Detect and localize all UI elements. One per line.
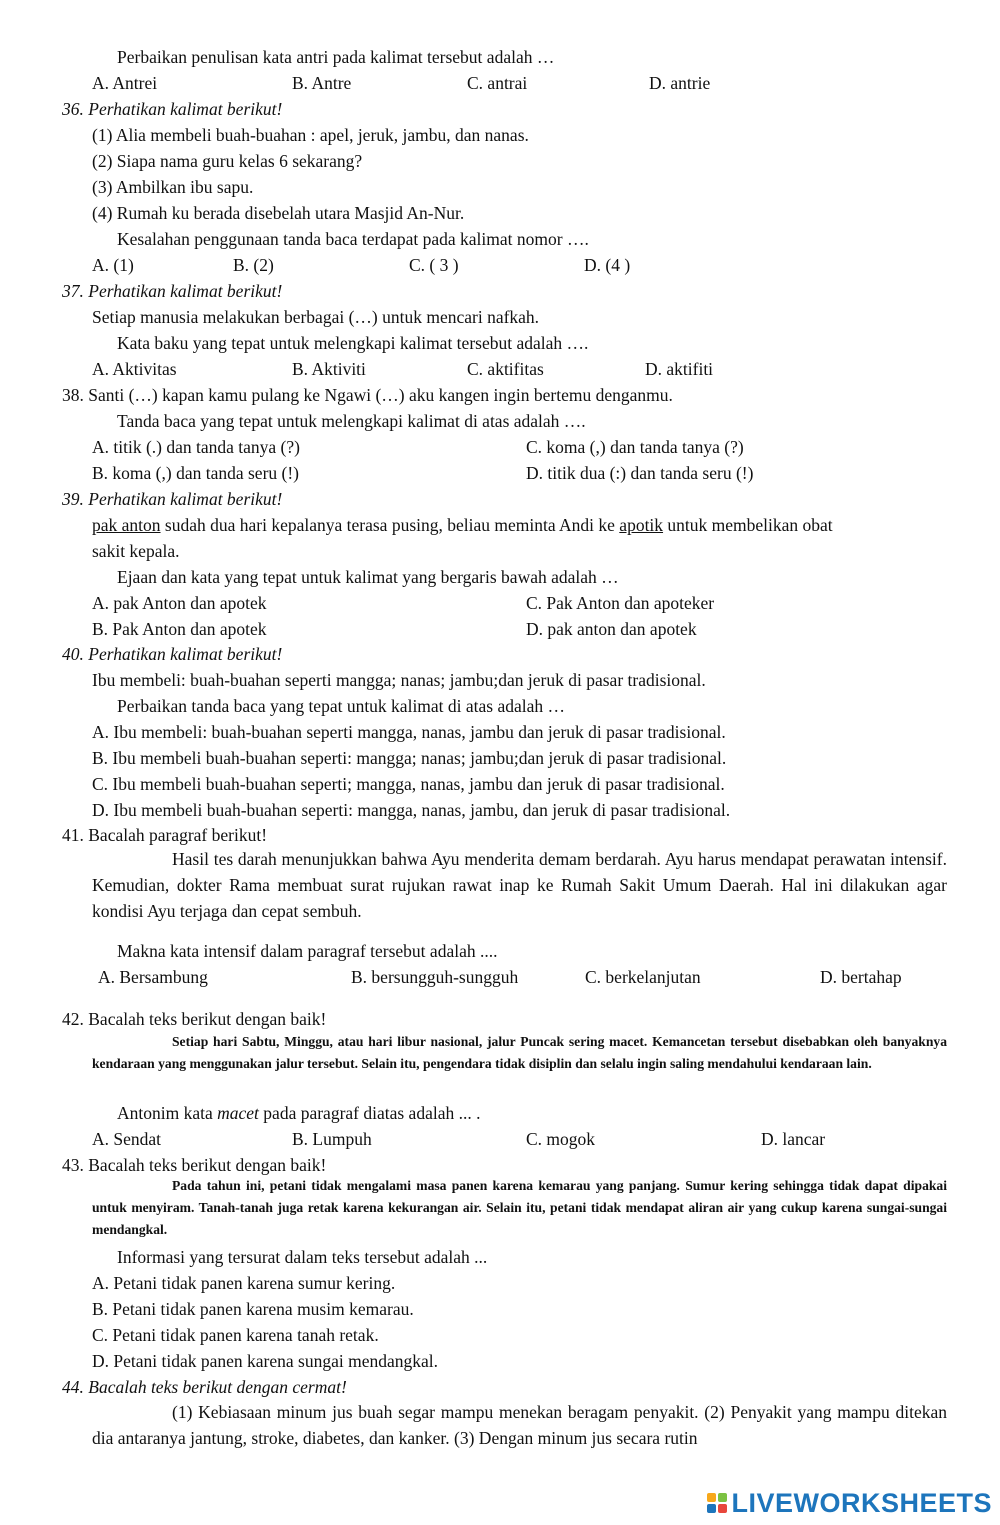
q40-option-b[interactable]: B. Ibu membeli buah-buahan seperti: mangga; nanas; jambu;dan jeruk di pasar tradisional. — [92, 748, 727, 768]
q41-option-c[interactable]: C. berkelanjutan — [585, 967, 701, 987]
q37-sentence: Setiap manusia melakukan berbagai (…) untuk mencari nafkah. — [92, 307, 540, 327]
q42-option-b[interactable]: B. Lumpuh — [292, 1129, 372, 1149]
q37-title: 37. Perhatikan kalimat berikut! — [62, 281, 283, 301]
q37-option-a[interactable]: A. Aktivitas — [92, 359, 177, 379]
q42-stem-keyword: macet — [217, 1103, 259, 1123]
logo-square-icon — [707, 1504, 716, 1513]
q39-option-a[interactable]: A. pak Anton dan apotek — [92, 593, 267, 613]
q35-option-a[interactable]: A. Antrei — [92, 73, 158, 93]
q43-option-a[interactable]: A. Petani tidak panen karena sumur kering. — [92, 1273, 396, 1293]
q39-stem: Ejaan dan kata yang tepat untuk kalimat yang bergaris bawah adalah … — [117, 567, 619, 587]
q35-option-d[interactable]: D. antrie — [649, 73, 711, 93]
q42-option-c[interactable]: C. mogok — [526, 1129, 596, 1149]
q39-option-c[interactable]: C. Pak Anton dan apoteker — [526, 593, 715, 613]
q35-option-b[interactable]: B. Antre — [292, 73, 352, 93]
q39-underlined-place: apotik — [619, 515, 664, 535]
q36-sentence-1: (1) Alia membeli buah-buahan : apel, jeruk, jambu, dan nanas. — [92, 125, 529, 145]
q42-stem — [117, 1102, 480, 1124]
q38-option-c[interactable]: C. koma (,) dan tanda tanya (?) — [526, 437, 744, 457]
q43-option-b[interactable]: B. Petani tidak panen karena musim kemarau. — [92, 1299, 414, 1319]
q41-title: 41. Bacalah paragraf berikut! — [62, 825, 268, 845]
logo-square-icon — [707, 1493, 716, 1502]
q43-option-c[interactable]: C. Petani tidak panen karena tanah retak. — [92, 1325, 379, 1345]
q35-option-c[interactable]: C. antrai — [467, 73, 528, 93]
q42-stem-after: pada paragraf diatas adalah ... . — [258, 1103, 481, 1123]
q37-option-d[interactable]: D. aktifiti — [645, 359, 714, 379]
q36-option-c[interactable]: C. ( 3 ) — [409, 255, 459, 275]
q41-stem: Makna kata intensif dalam paragraf tersebut adalah .... — [117, 941, 498, 961]
q37-option-b[interactable]: B. Aktiviti — [292, 359, 366, 379]
q39-option-b[interactable]: B. Pak Anton dan apotek — [92, 619, 267, 639]
q41-option-a[interactable]: A. Bersambung — [98, 967, 208, 987]
q40-stem: Perbaikan tanda baca yang tepat untuk kalimat di atas adalah … — [117, 696, 566, 716]
q36-title: 36. Perhatikan kalimat berikut! — [62, 99, 283, 119]
q42-option-a[interactable]: A. Sendat — [92, 1129, 162, 1149]
q37-option-c[interactable]: C. aktifitas — [467, 359, 544, 379]
q40-option-a[interactable]: A. Ibu membeli: buah-buahan seperti mangga, nanas, jambu dan jeruk di pasar tradisional. — [92, 722, 726, 742]
q36-option-b[interactable]: B. (2) — [233, 255, 274, 275]
q43-stem: Informasi yang tersurat dalam teks tersebut adalah ... — [117, 1247, 488, 1267]
q39-text-middle: sudah dua hari kepalanya terasa pusing, beliau meminta Andi ke — [160, 515, 620, 535]
q38-title: 38. Santi (…) kapan kamu pulang ke Ngawi (…) aku kangen ingin bertemu denganmu. — [62, 385, 673, 405]
q44-title: 44. Bacalah teks berikut dengan cermat! — [62, 1377, 347, 1397]
q36-option-d[interactable]: D. (4 ) — [584, 255, 631, 275]
q42-paragraph: Setiap hari Sabtu, Minggu, atau hari libur nasional, jalur Puncak sering macet. Kemancetan tersebut disebabkan oleh banyaknya kendaraan yang menggunakan jalur tersebut. Selain itu, pengendara tidak disiplin dan selalu ingin saling mendahului kendaraan lain. — [92, 1034, 947, 1071]
logo-square-icon — [718, 1504, 727, 1513]
q39-option-d[interactable]: D. pak anton dan apotek — [526, 619, 697, 639]
q41-option-d[interactable]: D. bertahap — [820, 967, 902, 987]
q36-stem: Kesalahan penggunaan tanda baca terdapat pada kalimat nomor …. — [117, 229, 589, 249]
q40-option-c[interactable]: C. Ibu membeli buah-buahan seperti; mangga, nanas, jambu dan jeruk di pasar tradisional. — [92, 774, 725, 794]
q38-option-a[interactable]: A. titik (.) dan tanda tanya (?) — [92, 437, 300, 457]
q38-option-b[interactable]: B. koma (,) dan tanda seru (!) — [92, 463, 300, 483]
q42-stem-before: Antonim kata — [117, 1103, 218, 1123]
q41-paragraph: Hasil tes darah menunjukkan bahwa Ayu menderita demam berdarah. Ayu harus mendapat perawatan intensif. Kemudian, dokter Rama membuat surat rujukan rawat inap ke Rumah Sakit Umum Daerah. Hal ini dilakukan agar kondisi Ayu terjaga dan cepat sembuh. — [92, 849, 947, 921]
q43-option-d[interactable]: D. Petani tidak panen karena sungai mendangkal. — [92, 1351, 439, 1371]
q37-stem: Kata baku yang tepat untuk melengkapi kalimat tersebut adalah …. — [117, 333, 589, 353]
q39-text-line-2: sakit kepala. — [92, 541, 180, 561]
q36-sentence-2: (2) Siapa nama guru kelas 6 sekarang? — [92, 151, 363, 171]
q36-sentence-3: (3) Ambilkan ibu sapu. — [92, 177, 254, 197]
logo-text: LIVEWORKSHEETS — [731, 1487, 992, 1518]
q38-stem: Tanda baca yang tepat untuk melengkapi kalimat di atas adalah …. — [117, 411, 586, 431]
q39-underlined-name: pak anton — [92, 515, 161, 535]
q40-option-d[interactable]: D. Ibu membeli buah-buahan seperti: mangga, nanas, jambu, dan jeruk di pasar tradisional. — [92, 800, 731, 820]
q40-title: 40. Perhatikan kalimat berikut! — [62, 644, 283, 664]
q36-sentence-4: (4) Rumah ku berada disebelah utara Masjid An-Nur. — [92, 203, 465, 223]
q41-option-b[interactable]: B. bersungguh-sungguh — [351, 967, 519, 987]
liveworksheets-logo — [707, 1488, 992, 1518]
q44-paragraph: (1) Kebiasaan minum jus buah segar mampu menekan beragam penyakit. (2) Penyakit yang mampu ditekan dia antaranya jantung, stroke, diabetes, dan kanker. (3) Dengan minum jus secara rutin — [92, 1402, 947, 1448]
logo-square-icon — [718, 1493, 727, 1502]
q40-sentence: Ibu membeli: buah-buahan seperti mangga; nanas; jambu;dan jeruk di pasar tradisional. — [92, 670, 706, 690]
q42-title: 42. Bacalah teks berikut dengan baik! — [62, 1009, 327, 1029]
q43-paragraph: Pada tahun ini, petani tidak mengalami masa panen karena kemarau yang panjang. Sumur kering sehingga tidak dapat dipakai untuk menyiram. Tanah-tanah juga retak karena kekurangan air. Selain itu, petani tidak mendapat aliran air yang cukup karena sungai-sungai mendangkal. — [92, 1178, 947, 1237]
q43-title: 43. Bacalah teks berikut dengan baik! — [62, 1155, 327, 1175]
q39-text-line-1 — [92, 514, 833, 536]
logo-mark-icon — [707, 1493, 727, 1513]
q42-option-d[interactable]: D. lancar — [761, 1129, 826, 1149]
q36-option-a[interactable]: A. (1) — [92, 255, 134, 275]
q35-stem: Perbaikan penulisan kata antri pada kalimat tersebut adalah … — [117, 47, 555, 67]
q39-text-end: untuk membelikan obat — [663, 515, 833, 535]
q38-option-d[interactable]: D. titik dua (:) dan tanda seru (!) — [526, 463, 754, 483]
q39-title: 39. Perhatikan kalimat berikut! — [62, 489, 283, 509]
